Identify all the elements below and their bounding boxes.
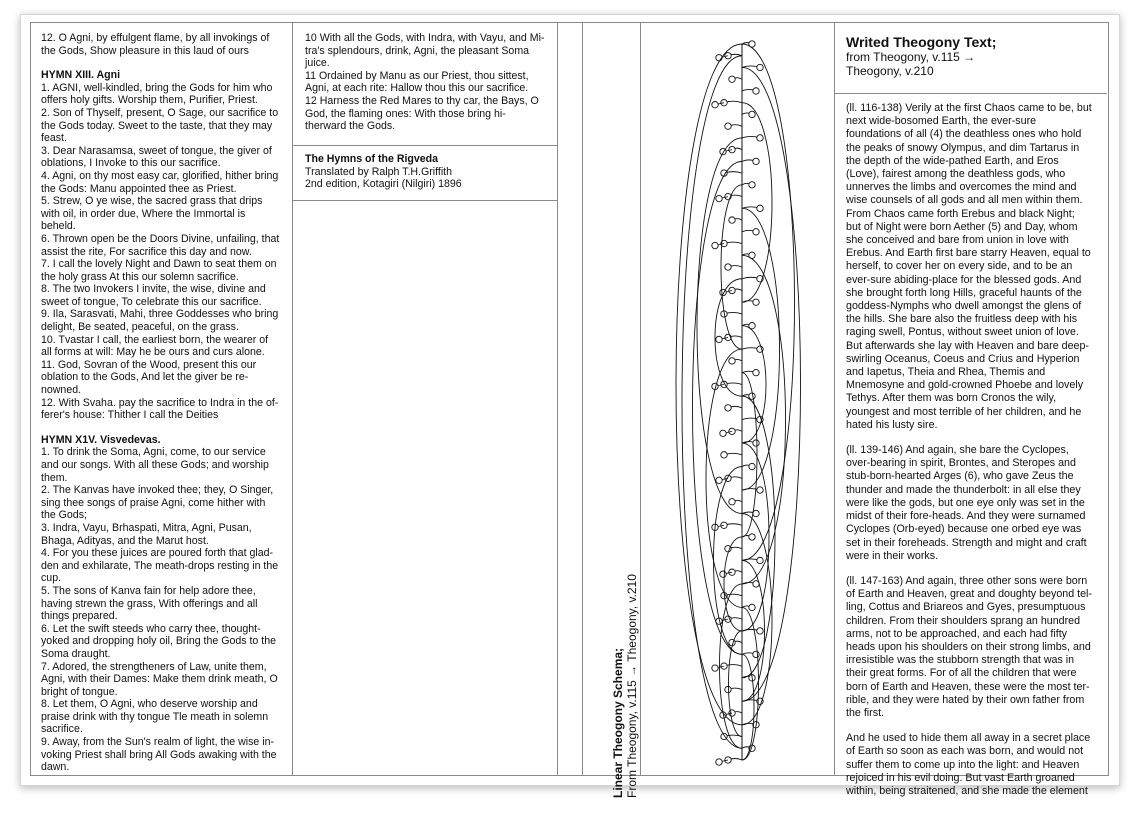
reference-edition: 2nd edition, Kotagiri (Nilgiri) 1896 <box>305 178 462 191</box>
source-reference <box>305 153 545 191</box>
diagram-node <box>753 651 759 657</box>
text-subtitle-1: from Theogony, v.115 → <box>846 50 976 64</box>
diagram-arc <box>742 255 786 584</box>
diagram-node <box>729 76 735 82</box>
diagram-node <box>757 557 763 563</box>
text-paragraph: And he used to hide them all away in a secret place of Earth so soon as each was born, and would not suffer them to come up into the light: and Heaven rejoiced in his evil doing. But vast Earth groaned within, being straitened, and she made the element <box>846 732 1091 797</box>
diagram-node <box>729 499 735 505</box>
verse-line: 9. Ila, Sarasvati, Mahi, three Goddesses who bring delight, Be seated, peaceful, on the grass. <box>41 308 279 334</box>
verse-line: 4. Agni, on thy most easy car, glorified, hither bring the Gods: Manu appointed thee as Priest. <box>41 169 279 195</box>
text-paragraph: (ll. 139-146) And again, she bare the Cyclopes, over-bearing in spirit, Brontes, and Steropes and stub-born-hearted Arges (6), who gave Zeus the thunder and made the thunderbolt: in all else they were like the gods, but one eye only was set in the midst of their fore-heads. And they were surnamed Cyclopes (Orb-eyed) because one orbed eye was set in their foreheads. Strength and might and craft were in their works. <box>846 444 1087 562</box>
verse-lead: 12. O Agni, by effulgent flame, by all invokings of the Gods, Show pleasure in this laud of ours <box>41 32 270 57</box>
hymns-column-left <box>41 32 281 774</box>
diagram-node <box>712 101 718 107</box>
diagram-arc <box>742 326 766 443</box>
diagram-node <box>712 665 718 671</box>
verse-line: 1. To drink the Soma, Agni, come, to our service and our songs. With all these Gods; and worship them. <box>41 446 269 484</box>
verse-line: 9. Away, from the Sun's realm of light, the wise in-voking Priest shall bring All Gods awaking with the dawn. <box>41 736 277 774</box>
diagram-node <box>753 440 759 446</box>
diagram-node <box>749 463 755 469</box>
column-divider <box>292 22 293 775</box>
diagram-arc <box>742 103 772 303</box>
diagram-node <box>720 571 726 577</box>
hymn-13-verses <box>41 82 281 422</box>
verse-line: 4. For you these juices are poured forth that glad-den and exhilarate, The meath-drops resting in the cup. <box>41 547 279 585</box>
verse-line: 12 Harness the Red Mares to thy car, the Bays, O God, the flaming ones: With those bring hi-therward the Gods. <box>305 94 539 133</box>
diagram-node <box>729 358 735 364</box>
diagram-node <box>757 487 763 493</box>
verse-line: 3. Indra, Vayu, Brhaspati, Mitra, Agni, Pusan, Bhaga, Adityas, and the Marut host. <box>41 521 252 547</box>
diagram-node <box>753 88 759 94</box>
diagram-node <box>716 195 722 201</box>
text-title: Writed Theogony Text; <box>846 34 997 50</box>
diagram-node <box>753 158 759 164</box>
reference-translator: Translated by Ralph T.H.Griffith <box>305 165 453 178</box>
verse-line: 3. Dear Narasamsa, sweet of tongue, the giver of oblations, I Invoke to this our sacrifice. <box>41 144 272 170</box>
verse-line: 8. Let them, O Agni, who deserve worship and praise drink with thy tongue Tle meath in solemn sacrifice. <box>41 698 269 736</box>
hymn-14-title: HYMN X1V. Visvedevas. <box>41 433 161 446</box>
diagram-node <box>753 299 759 305</box>
verse-line: 10. Tvastar I call, the earliest born, the wearer of all forms at will: May he be ours and curs alone. <box>41 333 269 359</box>
theogony-text-column <box>846 102 1092 798</box>
diagram-node <box>749 604 755 610</box>
verse-line: 7. Adored, the strengtheners of Law, unite them, Agni, with their Dames: Make them drink meath, O bright of tongue. <box>41 660 278 698</box>
diagram-node <box>757 628 763 634</box>
verse-line: 1. AGNI, well-kindled, bring the Gods for him who offers holy gifts. Worship them, Purifier, Priest. <box>41 81 273 107</box>
diagram-node <box>753 369 759 375</box>
verse-line: 5. Strew, O ye wise, the sacred grass that drips with oil, in order due, Where the Immortal is beheld. <box>41 195 263 233</box>
diagram-node <box>721 452 727 458</box>
reference-title: The Hymns of the Rigveda <box>305 153 439 165</box>
diagram-arc <box>742 44 795 560</box>
verse-line: 2. Son of Thyself, present, O Sage, our sacrifice to the Gods today. Sweet to the taste, that they may feast. <box>41 106 279 145</box>
diagram-node <box>716 336 722 342</box>
diagram-node <box>725 405 731 411</box>
diagram-arc <box>742 396 775 678</box>
diagram-arc <box>714 467 743 655</box>
diagram-node <box>749 111 755 117</box>
verse-line: 12. With Svaha. pay the sacrifice to Indra in the of-ferer's house: Thither I call the Deities <box>41 396 279 422</box>
diagram-node <box>729 428 735 434</box>
diagram-node <box>725 686 731 692</box>
hymns-column-right <box>305 32 545 133</box>
diagram-node <box>749 534 755 540</box>
verse-line: 5. The sons of Kanva fain for help adore thee, having strewn the grass, With offerings and all things prepared. <box>41 584 258 623</box>
column-divider <box>557 22 558 775</box>
diagram-node <box>753 229 759 235</box>
diagram-node <box>757 135 763 141</box>
verse-line: 7. I call the lovely Night and Dawn to seat them on the holy grass At this our solemn sacrifice. <box>41 258 277 283</box>
diagram-node <box>720 430 726 436</box>
text-title-box <box>846 34 1096 78</box>
schema-caption-strip <box>582 22 640 798</box>
verse-line: 6. Let the swift steeds who carry thee, thought-yoked and dropping holy oil, Bring the Gods to the Soma draught. <box>41 622 276 660</box>
verse-line: 2. The Kanvas have invoked thee; they, O Singer, sing thee songs of praise Agni, come hither with the Gods; <box>41 484 274 522</box>
row-divider <box>292 145 557 146</box>
row-divider <box>834 93 1107 94</box>
verse-line: 8. The two Invokers I invite, the wise, divine and sweet of tongue, To celebrate this our sacrifice. <box>41 283 266 308</box>
diagram-node <box>729 217 735 223</box>
row-divider <box>292 200 557 201</box>
diagram-arc <box>693 161 743 654</box>
diagram-node <box>729 287 735 293</box>
verse-line: 6. Thrown open be the Doors Divine, unfailing, that assist the rite, For sacrifice this day and now. <box>41 232 280 258</box>
diagram-node <box>712 242 718 248</box>
verse-line: 11 Ordained by Manu as our Priest, thou sittest, Agni, at each rite: Hallow thou this our sacrifice. <box>305 69 529 95</box>
diagram-node <box>757 64 763 70</box>
text-paragraph: (ll. 116-138) Verily at the first Chaos came to be, but next wide-bosomed Earth, the ever-sure foundations of all (4) the deathless ones who hold the peaks of snowy Olympus, and dim Tartarus in the depth of the wide-pathed Earth, and Eros (Love), fairest among the deathless gods, who unnerves the limbs and overcomes the mind and wise counsels of all gods and all men within them. From Chaos came forth Erebus and black Night; but of Night were born Aether (5) and Day, whom she conceived and bare from union in love with Erebus. And Earth first bare starry Heaven, equal to herself, to cover her on every side, and to be an ever-sure abiding-place for the blessed gods. And she brought forth long Hills, graceful haunts of the goddess-Nymphs who dwell amongst the glens of the hills. She bare also the fruitless deep with his raging swell, Pontus, without sweet union of love. But afterwards she lay with Heaven and bare deep-swirling Oceanus, Coeus and Crius and Hyperion and Iapetus, Theia and Rhea, Themis and Mnemosyne and gold-crowned Phoebe and lovely Tethys. After them was born Cronos the wily, youngest and most terrible of her children, and he hated his lusty sire. <box>846 102 1092 431</box>
verse-line: 11. God, Sovran of the Wood, present this our oblation to the Gods, And let the giver be re-nowned. <box>41 358 257 397</box>
diagram-node <box>749 182 755 188</box>
hymn-14-verses <box>41 446 281 773</box>
schema-subtitle: From Theogony, v.115 → Theogony, v.210 <box>625 574 639 798</box>
diagram-node <box>716 477 722 483</box>
diagram-node <box>757 205 763 211</box>
diagram-node <box>725 264 731 270</box>
diagram-arc <box>697 138 742 514</box>
verse-line: 10 With all the Gods, with Indra, with Vayu, and Mi-tra's splendours, drink, Agni, the pleasant Soma juice. <box>305 32 545 70</box>
text-subtitle-2: Theogony, v.210 <box>846 64 934 78</box>
schema-title: Linear Theogony Schema; <box>611 647 625 798</box>
text-paragraph: (ll. 147-163) And again, three other sons were born of Earth and Heaven, great and doughty beyond tel-ling, Cottus and Briareos and Gyes, presumptuous children. From their shoulders sprang an hundred arms, not to be approached, and each had fifty heads upon his shoulders on their strong limbs, and irresistible was the stubborn strength that was in their great forms. For of all the children that were born of Earth and Heaven, these were the most ter-rible, and they were hated by their own father from the first. <box>846 574 1092 719</box>
theogony-arc-diagram <box>640 22 835 775</box>
diagram-node <box>749 393 755 399</box>
diagram-node <box>725 123 731 129</box>
hymn-13-title: HYMN XIII. Agni <box>41 69 121 82</box>
diagram-node <box>753 510 759 516</box>
diagram-node <box>716 759 722 765</box>
